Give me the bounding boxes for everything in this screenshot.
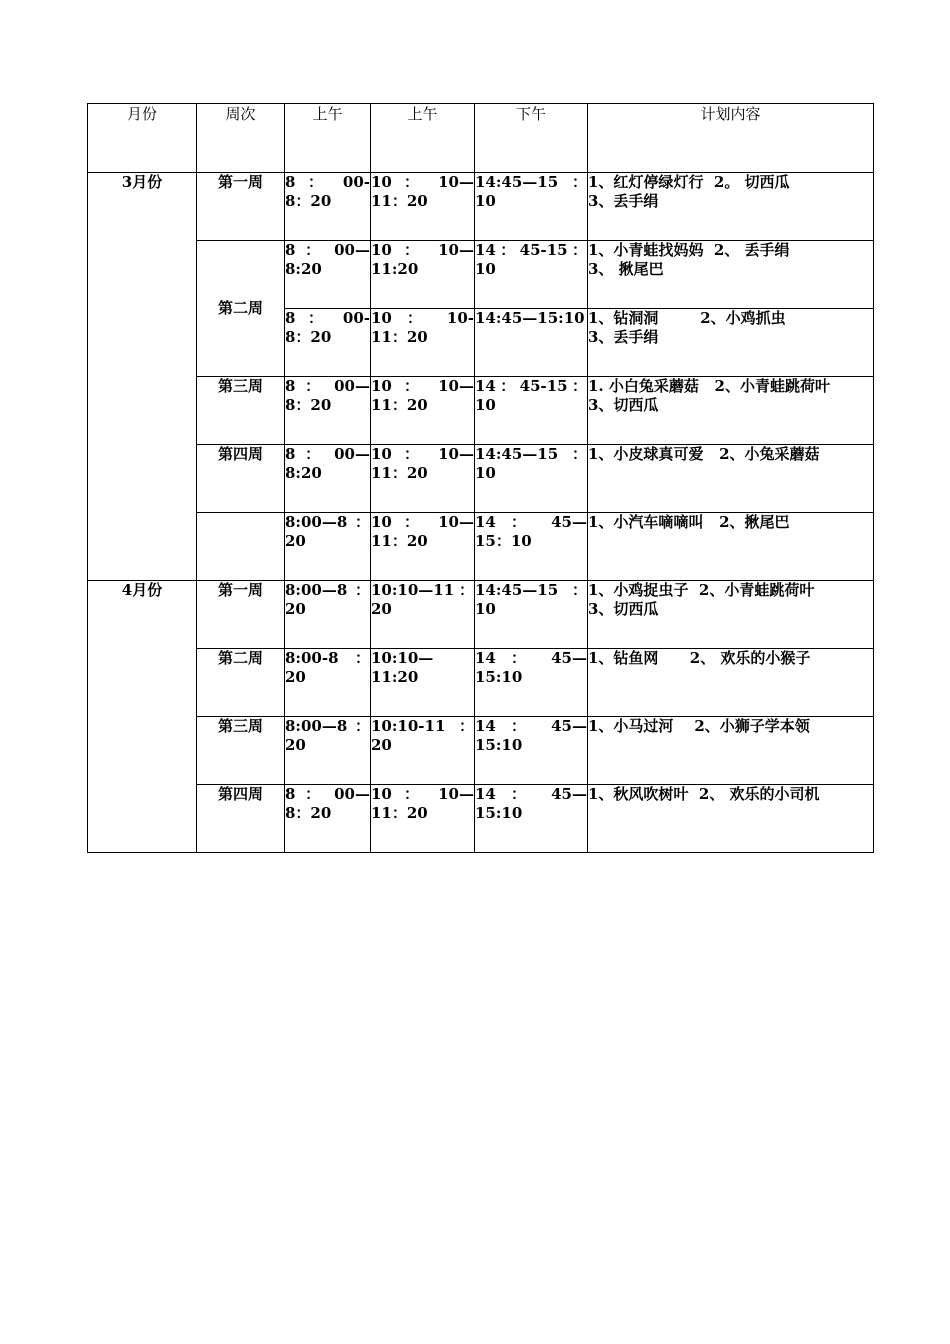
afternoon-cell: 14 ： 45—15:10 [475, 785, 588, 853]
week-cell: 第三周 [197, 717, 285, 785]
plan-line: 3、 揪尾巴 [588, 260, 664, 278]
plan-cell [588, 581, 874, 649]
table-row [88, 717, 874, 785]
afternoon-cell: 14 ： 45—15:10 [475, 717, 588, 785]
morning-1-cell: 8:00-8 ：20 [285, 649, 371, 717]
plan-cell [588, 649, 874, 717]
plan-line: 3、丢手绢 [588, 192, 659, 210]
morning-2-cell: 10 ： 10—11：20 [371, 513, 475, 581]
morning-1-cell: 8 ： 00-8：20 [285, 309, 371, 377]
afternoon-cell: 14：45-15：10 [475, 241, 588, 309]
afternoon-cell: 14 ： 45—15:10 [475, 649, 588, 717]
table-row [88, 377, 874, 445]
header-row [88, 104, 874, 173]
morning-2-cell: 10:10—11：20 [371, 581, 475, 649]
morning-2-cell: 10 ： 10-11：20 [371, 309, 475, 377]
plan-line: 1、钻洞洞 2、小鸡抓虫 [588, 309, 786, 327]
header-week: 周次 [197, 104, 285, 173]
plan-cell [588, 445, 874, 513]
morning-2-cell: 10 ： 10—11:20 [371, 241, 475, 309]
header-morning-1: 上午 [285, 104, 371, 173]
week-cell: 第一周 [197, 581, 285, 649]
morning-1-cell: 8 ： 00-8：20 [285, 173, 371, 241]
week-cell: 第一周 [197, 173, 285, 241]
morning-1-cell: 8 ： 00—8:20 [285, 445, 371, 513]
week-cell: 第四周 [197, 445, 285, 513]
afternoon-cell: 14:45—15 ：10 [475, 581, 588, 649]
schedule-table [87, 103, 874, 853]
plan-line: 1. 小白兔采蘑菇 2、小青蛙跳荷叶 [588, 377, 830, 395]
plan-line: 1、小鸡捉虫子 2、小青蛙跳荷叶 [588, 581, 815, 599]
plan-line: 1、钻鱼网 2、 欢乐的小猴子 [588, 649, 811, 667]
plan-cell [588, 377, 874, 445]
header-plan: 计划内容 [588, 104, 874, 173]
plan-line: 1、小马过河 2、小狮子学本领 [588, 717, 810, 735]
morning-1-cell: 8 ： 00—8：20 [285, 785, 371, 853]
table-row [88, 513, 874, 581]
plan-cell [588, 241, 874, 309]
plan-line: 3、切西瓜 [588, 396, 659, 414]
header-morning-2: 上午 [371, 104, 475, 173]
week-cell: 第二周 [197, 649, 285, 717]
plan-line: 1、小汽车嘀嘀叫 2、揪尾巴 [588, 513, 790, 531]
afternoon-cell: 14:45—15 ：10 [475, 173, 588, 241]
week-cell [197, 513, 285, 581]
morning-2-cell: 10 ： 10—11：20 [371, 445, 475, 513]
morning-2-cell: 10 ： 10—11：20 [371, 173, 475, 241]
plan-line: 1、小皮球真可爱 2、小兔采蘑菇 [588, 445, 820, 463]
header-month: 月份 [88, 104, 197, 173]
morning-1-cell: 8:00—8：20 [285, 513, 371, 581]
afternoon-cell: 14 ： 45—15：10 [475, 513, 588, 581]
plan-line: 1、红灯停绿灯行 2。 切西瓜 [588, 173, 790, 191]
week-cell: 第二周 [197, 241, 285, 377]
morning-1-cell: 8:00—8：20 [285, 717, 371, 785]
plan-cell [588, 309, 874, 377]
plan-line: 3、切西瓜 [588, 600, 659, 618]
afternoon-cell: 14:45—15:10 [475, 309, 588, 377]
plan-line: 3、丢手绢 [588, 328, 659, 346]
week-cell: 第三周 [197, 377, 285, 445]
week-cell: 第四周 [197, 785, 285, 853]
month-cell: 4月份 [88, 581, 197, 853]
plan-line: 1、小青蛙找妈妈 2、 丢手绢 [588, 241, 790, 259]
month-cell: 3月份 [88, 173, 197, 581]
table-row [88, 581, 874, 649]
afternoon-cell: 14：45-15：10 [475, 377, 588, 445]
plan-cell [588, 717, 874, 785]
morning-1-cell: 8:00—8：20 [285, 581, 371, 649]
table-row [88, 173, 874, 241]
morning-2-cell: 10 ： 10—11：20 [371, 377, 475, 445]
table-row [88, 241, 874, 309]
plan-cell [588, 173, 874, 241]
table-row [88, 445, 874, 513]
morning-1-cell: 8 ： 00—8:20 [285, 241, 371, 309]
table-row [88, 649, 874, 717]
morning-2-cell: 10 ： 10—11：20 [371, 785, 475, 853]
header-afternoon: 下午 [475, 104, 588, 173]
plan-cell [588, 785, 874, 853]
plan-cell [588, 513, 874, 581]
morning-2-cell: 10:10—11:20 [371, 649, 475, 717]
plan-line: 1、秋风吹树叶 2、 欢乐的小司机 [588, 785, 820, 803]
morning-2-cell: 10:10-11 ：20 [371, 717, 475, 785]
table-row [88, 785, 874, 853]
morning-1-cell: 8 ： 00—8：20 [285, 377, 371, 445]
afternoon-cell: 14:45—15 ：10 [475, 445, 588, 513]
